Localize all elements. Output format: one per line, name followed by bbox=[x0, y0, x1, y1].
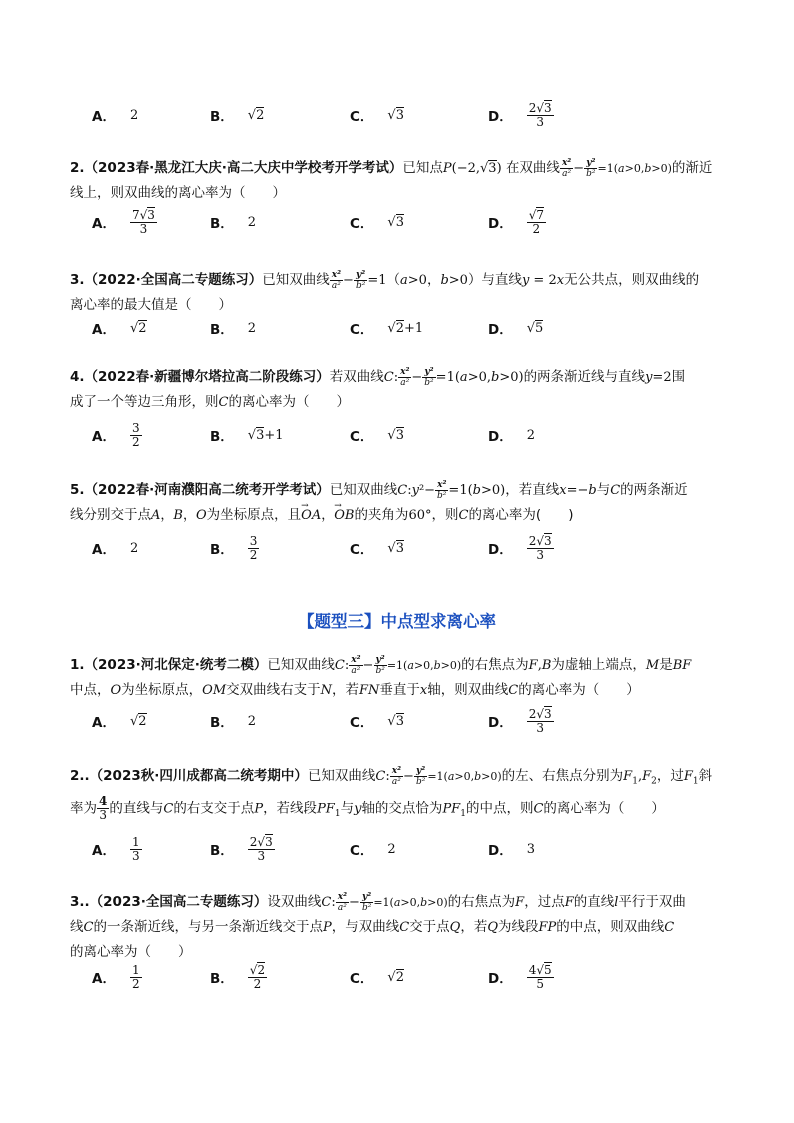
question-2: 2.（2023春·黑龙江大庆·高二大庆中学校考开学考试）已知点P(−2,√3) 在双曲线 $\frac{\text{x²}}{\text{a²}}$ − $\frac{\text{y²}}{\text{b²}}$ =1(a>0,b>0)的渐近 线上，则双曲线的离心率为（ ） bbox=[70, 157, 713, 201]
q5-options bbox=[92, 531, 732, 565]
s2-options bbox=[92, 832, 732, 866]
s1-options bbox=[92, 704, 732, 738]
option-a[interactable]: A． √2 bbox=[92, 320, 147, 338]
option-d[interactable]: D． $\frac{√7}{2}$ bbox=[488, 207, 545, 236]
question-5: 5.（2022春·河南濮阳高二统考开学考试）已知双曲线C:y²− $\frac{\text{x²}}{\text{b²}}$ =1(b>0)，若直线x=−b与C的两条渐近 线分别交于点A，B，O为坐标原点，且→ OA，→ OB的夹角为60°，则C的离心率为( ) bbox=[70, 478, 730, 528]
option-a[interactable]: A． $\frac{3}{2}$ bbox=[92, 420, 140, 449]
section-question-3: 3..（2023·全国高二专题练习）设双曲线C: $\frac{\text{x²}}{\text{a²}}$ − $\frac{\text{y²}}{\text{b²}}$ =1(a>0,b>0)的右焦点为F，过点F的直线l平行于双曲 线C的一条渐近线，与另一条渐近线交于点P，与双曲线C交于点Q，若Q为线段FP的中点，则双曲线C 的离心率为（ ） bbox=[70, 891, 686, 960]
option-c[interactable]: C． √3 bbox=[350, 713, 404, 731]
option-c[interactable]: C． √2 bbox=[350, 969, 404, 987]
option-b[interactable]: B． √3+1 bbox=[210, 427, 284, 445]
section-question-2: 2..（2023秋·四川成都高二统考期中）已知双曲线C: $\frac{\text{x²}}{\text{a²}}$ − $\frac{\text{y²}}{\text{b²}}$ =1(a>0,b>0)的左、右焦点分别为$F_1,F_2$，过$F_1$斜 率为 $\frac{4}{3}$ 的直线与C的右支交于点P，若线段$PF_1$与y轴的交点恰为$PF_1$的中点，则C的离心率为（ ） bbox=[70, 765, 713, 822]
option-c[interactable]: C． √3 bbox=[350, 427, 404, 445]
option-d[interactable]: D． $\frac{2√3}{3}$ bbox=[488, 100, 552, 129]
option-d[interactable]: D． $\frac{2√3}{3}$ bbox=[488, 533, 552, 562]
q2-options bbox=[92, 205, 732, 239]
option-b[interactable]: B． $\frac{3}{2}$ bbox=[210, 533, 258, 562]
option-b[interactable]: B． $\frac{2√3}{3}$ bbox=[210, 834, 273, 863]
question-4: 4.（2022春·新疆博尔塔拉高二阶段练习）若双曲线C: $\frac{\text{x²}}{\text{a²}}$ − $\frac{\text{y²}}{\text{b²}}$ =1(a>0,b>0)的两条渐近线与直线y=2围 成了一个等边三角形，则C的离心率为（ ） bbox=[70, 366, 686, 410]
option-a[interactable]: A． √2 bbox=[92, 713, 147, 731]
option-c[interactable]: C． √3 bbox=[350, 107, 404, 125]
section-question-1: 1.（2023·河北保定·统考二模）已知双曲线C: $\frac{\text{x²}}{\text{a²}}$ − $\frac{\text{y²}}{\text{b²}}$ =1(a>0,b>0)的右焦点为F,B为虚轴上端点，M是BF 中点，O为坐标原点，OM交双曲线右支于N，若FN垂直于x轴，则双曲线C的离心率为（ ） bbox=[70, 654, 692, 698]
option-a[interactable]: A． $\frac{7√3}{3}$ bbox=[92, 207, 155, 236]
option-c[interactable]: C． √3 bbox=[350, 540, 404, 558]
option-d[interactable]: D． $\frac{2√3}{3}$ bbox=[488, 706, 552, 735]
q1-options bbox=[92, 98, 732, 132]
option-c[interactable]: C． √2+1 bbox=[350, 320, 424, 338]
option-a[interactable]: A． 2 bbox=[92, 107, 139, 125]
option-a[interactable]: A． $\frac{1}{2}$ bbox=[92, 962, 140, 991]
option-b[interactable]: B． 2 bbox=[210, 214, 257, 232]
option-a[interactable]: A． 2 bbox=[92, 540, 139, 558]
option-c[interactable]: C． √3 bbox=[350, 214, 404, 232]
option-a[interactable]: A． $\frac{1}{3}$ bbox=[92, 834, 140, 863]
option-b[interactable]: B． $\frac{√2}{2}$ bbox=[210, 962, 266, 991]
option-b[interactable]: B． √2 bbox=[210, 107, 265, 125]
question-3: 3.（2022·全国高二专题练习）已知双曲线 $\frac{\text{x²}}{\text{a²}}$ − $\frac{\text{y²}}{\text{b²}}$ =1（a>0，b>0）与直线y = 2x无公共点，则双曲线的 离心率的最大值是（ ） bbox=[70, 269, 700, 313]
q3-options bbox=[92, 311, 732, 345]
s3-options bbox=[92, 960, 732, 994]
section-title: 【题型三】中点型求离心率 bbox=[298, 612, 496, 631]
option-b[interactable]: B． 2 bbox=[210, 713, 257, 731]
q4-options bbox=[92, 418, 732, 452]
sqrt-2: √2 bbox=[247, 107, 265, 123]
option-d[interactable]: D． √5 bbox=[488, 320, 544, 338]
option-d[interactable]: D． $\frac{4√5}{5}$ bbox=[488, 962, 552, 991]
option-d[interactable]: D． 2 bbox=[488, 427, 535, 445]
option-d[interactable]: D． 3 bbox=[488, 841, 535, 859]
option-c[interactable]: C． 2 bbox=[350, 841, 396, 859]
option-b[interactable]: B． 2 bbox=[210, 320, 257, 338]
